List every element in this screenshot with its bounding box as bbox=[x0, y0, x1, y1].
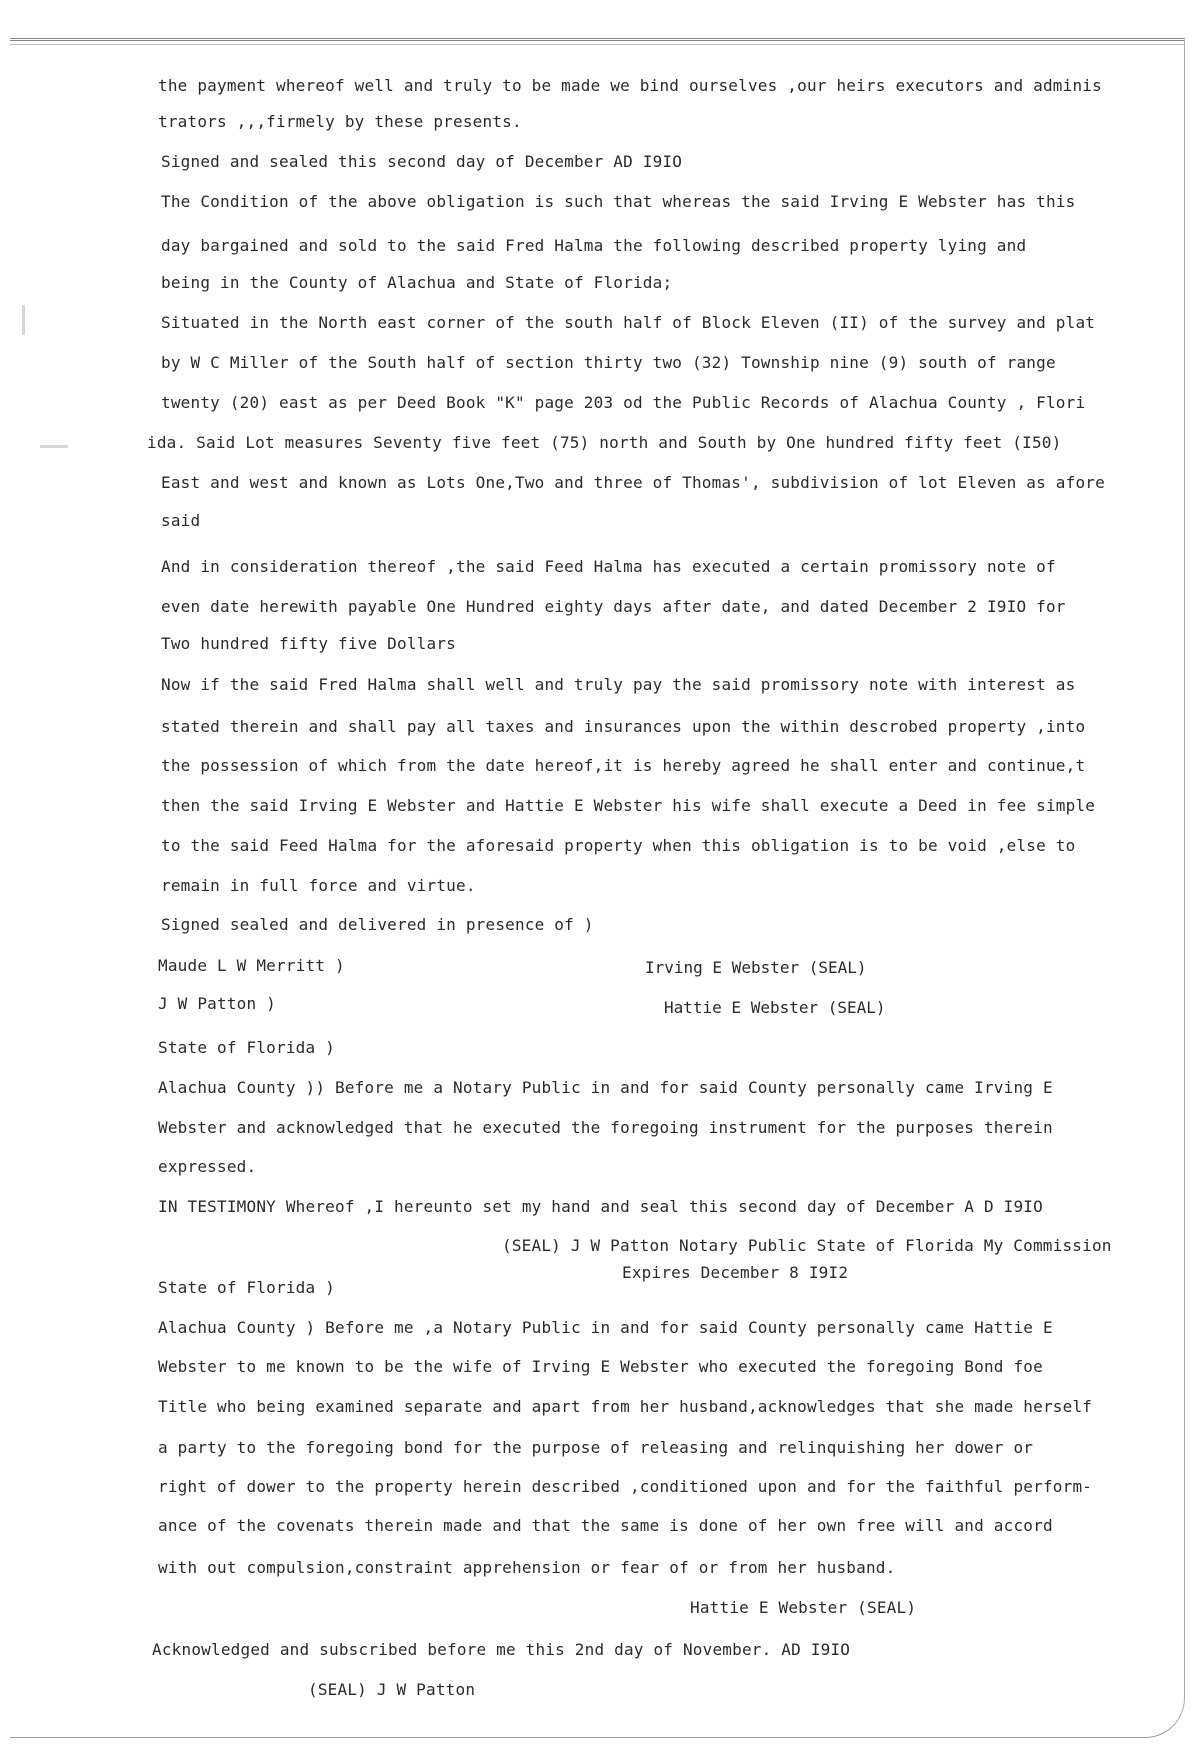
signature-irving: Irving E Webster (SEAL) bbox=[645, 958, 867, 977]
text-line: Webster to me known to be the wife of Irving E Webster who executed the foregoing Bond foe bbox=[158, 1357, 1043, 1376]
witness-line: J W Patton ) bbox=[158, 994, 276, 1013]
margin-mark bbox=[22, 305, 25, 335]
text-line: to the said Feed Halma for the aforesaid property when this obligation is to be void ,else to bbox=[161, 836, 1076, 855]
text-line: Situated in the North east corner of the south half of Block Eleven (II) of the survey and plat bbox=[161, 313, 1096, 332]
text-line: expressed. bbox=[158, 1157, 257, 1176]
text-line: the payment whereof well and truly to be made we bind ourselves ,our heirs executors and adminis bbox=[158, 76, 1102, 95]
notary-signature-line: (SEAL) J W Patton bbox=[308, 1680, 476, 1699]
text-line: a party to the foregoing bond for the purpose of releasing and relinquishing her dower or bbox=[158, 1438, 1034, 1457]
text-line: Title who being examined separate and apart from her husband,acknowledges that she made herself bbox=[158, 1397, 1093, 1416]
text-line: trators ,,,firmely by these presents. bbox=[158, 112, 522, 131]
margin-mark bbox=[40, 445, 68, 448]
text-line: twenty (20) east as per Deed Book "K" page 203 od the Public Records of Alachua County , Flori bbox=[161, 393, 1086, 412]
text-line: The Condition of the above obligation is such that whereas the said Irving E Webster has this bbox=[161, 192, 1076, 211]
text-line: (SEAL) J W Patton Notary Public State of Florida My Commission bbox=[502, 1236, 1112, 1255]
witness-line: Maude L W Merritt ) bbox=[158, 956, 345, 975]
text-line: with out compulsion,constraint apprehension or fear of or from her husband. bbox=[158, 1558, 896, 1577]
text-line: the possession of which from the date hereof,it is hereby agreed he shall enter and continue,t bbox=[161, 756, 1086, 775]
text-line: by W C Miller of the South half of section thirty two (32) Township nine (9) south of range bbox=[161, 353, 1056, 372]
text-line: And in consideration thereof ,the said Feed Halma has executed a certain promissory note of bbox=[161, 557, 1056, 576]
text-line: then the said Irving E Webster and Hattie E Webster his wife shall execute a Deed in fee simple bbox=[161, 796, 1096, 815]
text-line: Now if the said Fred Halma shall well and truly pay the said promissory note with interest as bbox=[161, 675, 1076, 694]
signature-hattie: Hattie E Webster (SEAL) bbox=[664, 998, 886, 1017]
text-line: Alachua County )) Before me a Notary Public in and for said County personally came Irving E bbox=[158, 1078, 1053, 1097]
text-line: Expires December 8 I9I2 bbox=[622, 1263, 849, 1282]
text-line: Alachua County ) Before me ,a Notary Public in and for said County personally came Hattie E bbox=[158, 1318, 1053, 1337]
text-line: stated therein and shall pay all taxes and insurances upon the within descrobed property ,into bbox=[161, 717, 1086, 736]
text-line: remain in full force and virtue. bbox=[161, 876, 476, 895]
text-line: ida. Said Lot measures Seventy five feet (75) north and South by One hundred fifty feet (I50) bbox=[147, 433, 1062, 452]
text-line: day bargained and sold to the said Fred Halma the following described property lying and bbox=[161, 236, 1027, 255]
text-line: being in the County of Alachua and State of Florida; bbox=[161, 273, 673, 292]
text-line: Webster and acknowledged that he executed the foregoing instrument for the purposes therein bbox=[158, 1118, 1053, 1137]
text-line: said bbox=[161, 511, 201, 530]
text-line: Signed sealed and delivered in presence of ) bbox=[161, 915, 594, 934]
text-line: even date herewith payable One Hundred eighty days after date, and dated December 2 I9IO for bbox=[161, 597, 1066, 616]
text-line: IN TESTIMONY Whereof ,I hereunto set my hand and seal this second day of December A D I9IO bbox=[158, 1197, 1043, 1216]
text-line: ance of the covenats therein made and that the same is done of her own free will and accord bbox=[158, 1516, 1053, 1535]
text-line: State of Florida ) bbox=[158, 1278, 335, 1297]
signature-hattie-final: Hattie E Webster (SEAL) bbox=[690, 1598, 917, 1617]
text-line: Signed and sealed this second day of December AD I9IO bbox=[161, 152, 683, 171]
text-line: State of Florida ) bbox=[158, 1038, 335, 1057]
text-line: Acknowledged and subscribed before me this 2nd day of November. AD I9IO bbox=[152, 1640, 851, 1659]
top-rule bbox=[10, 44, 1185, 45]
text-line: Two hundred fifty five Dollars bbox=[161, 634, 456, 653]
text-line: East and west and known as Lots One,Two and three of Thomas', subdivision of lot Eleven as afore bbox=[161, 473, 1105, 492]
text-line: right of dower to the property herein described ,conditioned upon and for the faithful perform- bbox=[158, 1477, 1093, 1496]
